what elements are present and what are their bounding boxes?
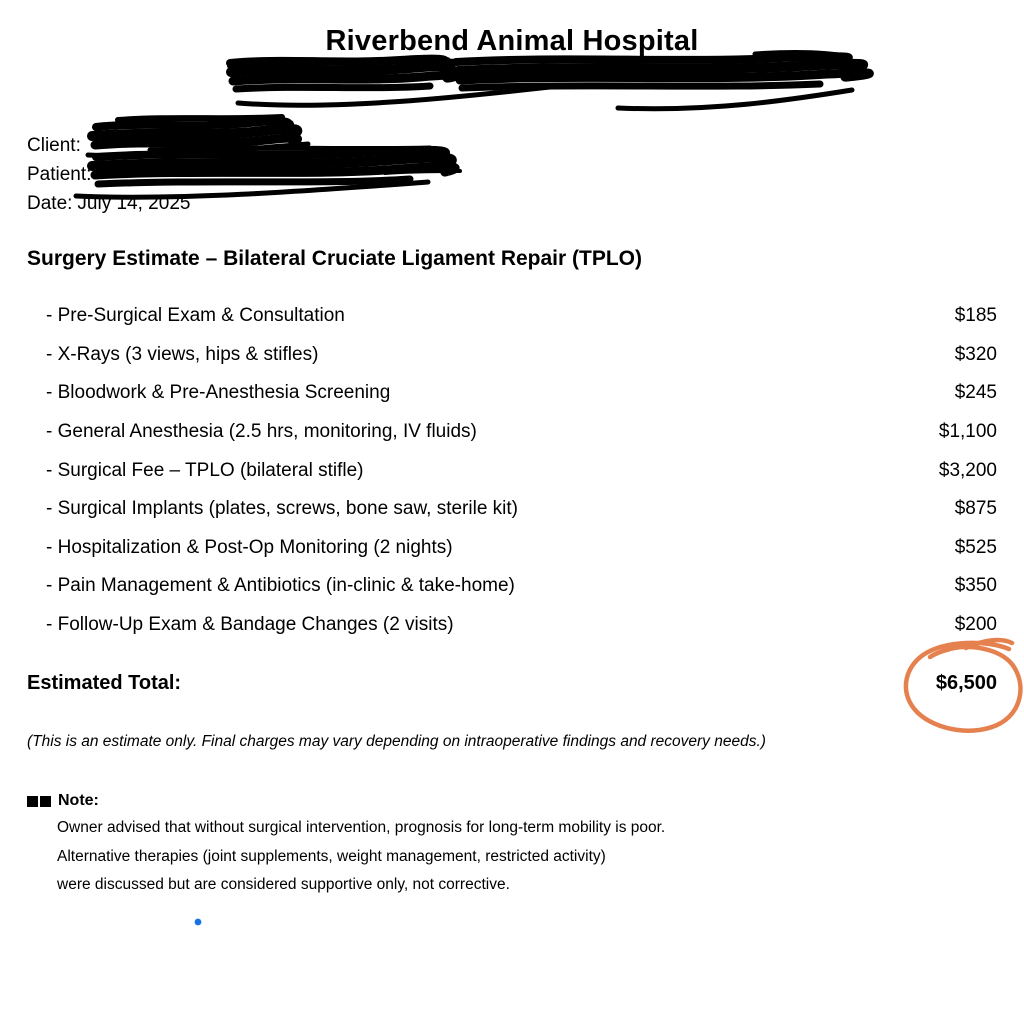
estimate-line-items: [46, 297, 997, 644]
note-header: [27, 791, 99, 811]
note-header-label: Note:: [58, 792, 99, 809]
line-item: [46, 297, 997, 336]
line-item-label: - Surgical Implants (plates, screws, bone saw, sterile kit): [46, 498, 519, 520]
date-line: [27, 189, 190, 218]
note-line: were discussed but are considered supportive only, not corrective.: [57, 876, 510, 894]
line-item: [46, 451, 997, 490]
line-item: [46, 567, 997, 606]
line-item: [46, 413, 997, 452]
disclaimer-text: (This is an estimate only. Final charges may vary depending on intraoperative findings and recovery needs.): [27, 733, 766, 750]
line-item-price: $3,200: [938, 459, 997, 481]
estimated-total-label: Estimated Total:: [27, 672, 182, 694]
line-item: [46, 336, 997, 375]
estimated-total-row: [27, 668, 997, 698]
date-value: July 14, 2025: [77, 193, 191, 214]
date-label: Date:: [27, 193, 73, 214]
line-item: [46, 606, 997, 645]
line-item: [46, 529, 997, 568]
line-item-price: $200: [954, 614, 997, 636]
client-line: [27, 131, 190, 160]
clinic-name: Riverbend Animal Hospital: [325, 25, 699, 57]
black-square-icon: [27, 796, 38, 807]
client-label: Client:: [27, 135, 81, 156]
patient-line: [27, 160, 190, 189]
estimate-heading: Surgery Estimate – Bilateral Cruciate Ligament Repair (TPLO): [27, 247, 643, 270]
black-square-icon: [40, 796, 51, 807]
note-line: Alternative therapies (joint supplements, weight management, restricted activity): [57, 847, 606, 865]
note-body: [57, 814, 665, 900]
line-item-price: $350: [954, 575, 997, 597]
patient-label: Patient:: [27, 164, 92, 185]
line-item-label: - X-Rays (3 views, hips & stifles): [46, 343, 319, 365]
line-item-price: $525: [954, 536, 997, 558]
line-item-price: $1,100: [938, 421, 997, 443]
line-item-price: $320: [954, 343, 997, 365]
line-item-label: - Follow-Up Exam & Bandage Changes (2 visits): [46, 614, 454, 636]
cursor-dot: [195, 919, 202, 926]
estimated-total-value: $6,500: [935, 672, 997, 694]
line-item-price: $185: [954, 305, 997, 327]
line-item-price: $245: [954, 382, 997, 404]
line-item: [46, 374, 997, 413]
line-item-label: - Surgical Fee – TPLO (bilateral stifle): [46, 459, 364, 481]
document-meta: [27, 131, 190, 218]
line-item-label: - Hospitalization & Post-Op Monitoring (2 nights): [46, 536, 453, 558]
note-line: Owner advised that without surgical intervention, prognosis for long-term mobility is poor.: [57, 819, 666, 836]
line-item-label: - Pre-Surgical Exam & Consultation: [46, 305, 345, 327]
line-item: [46, 490, 997, 529]
line-item-label: - General Anesthesia (2.5 hrs, monitoring, IV fluids): [46, 421, 477, 443]
line-item-label: - Bloodwork & Pre-Anesthesia Screening: [46, 382, 391, 404]
line-item-price: $875: [954, 498, 997, 520]
line-item-label: - Pain Management & Antibiotics (in-clinic & take-home): [46, 575, 515, 597]
address-redaction-scribble: [229, 53, 869, 109]
